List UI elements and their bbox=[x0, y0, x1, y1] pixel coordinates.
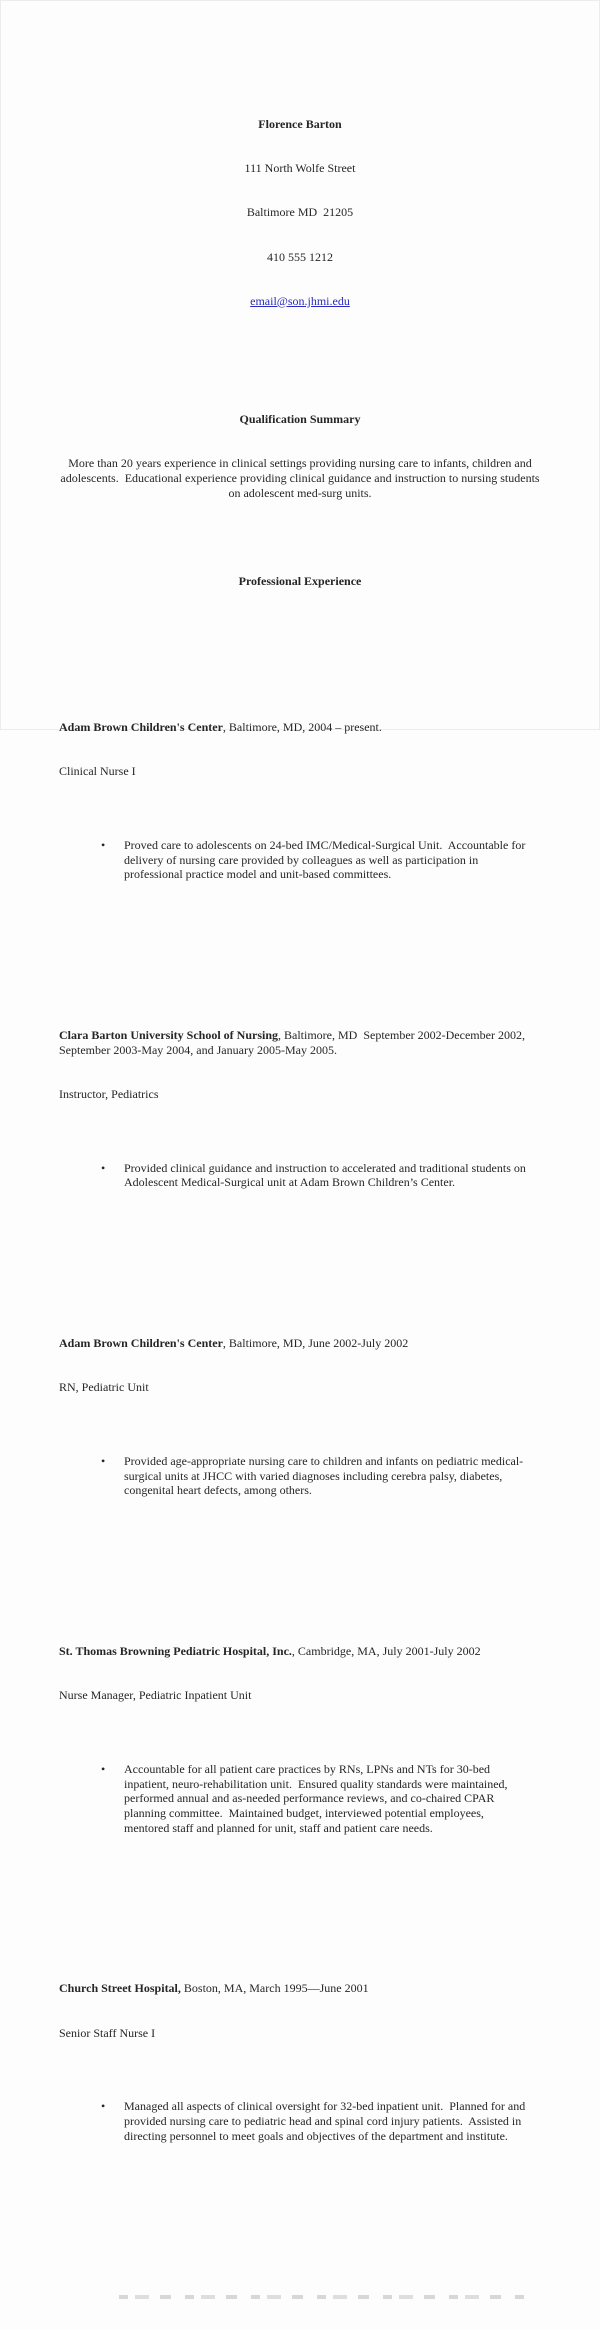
job-heading bbox=[59, 720, 541, 735]
job-bullets bbox=[59, 808, 541, 911]
job-title: RN, Pediatric Unit bbox=[59, 1380, 149, 1394]
job-location-dates: , Baltimore, MD, 2004 – present. bbox=[222, 719, 382, 734]
job-title: Senior Staff Nurse I bbox=[59, 2025, 156, 2040]
candidate-name: Florence Barton bbox=[258, 116, 342, 131]
job-heading bbox=[59, 1981, 541, 1996]
experience-section bbox=[59, 633, 541, 2247]
job-title: Clinical Nurse I bbox=[59, 764, 136, 778]
list-item bbox=[101, 2099, 541, 2143]
list-item bbox=[101, 1762, 541, 1836]
address-line-2: Baltimore MD 21205 bbox=[246, 205, 354, 220]
employer-name: St. Thomas Browning Pediatric Hospital, Inc. bbox=[59, 1643, 292, 1658]
qualification-summary-text: More than 20 years experience in clinical settings providing nursing care to infants, children and adolescents. Educational experience providing clinical guidance and instruction to nursing students on adolescent med-surg units. bbox=[60, 456, 543, 500]
clipped-text-line bbox=[119, 2295, 527, 2299]
job-title: Nurse Manager, Pediatric Inpatient Unit bbox=[59, 1688, 252, 1702]
job-bullets bbox=[59, 1424, 541, 1527]
job-location-dates: Boston, MA, March 1995—June 2001 bbox=[180, 1981, 369, 1996]
job-bullets bbox=[59, 2070, 541, 2173]
bullet-text: Managed all aspects of clinical oversight for 32-bed inpatient unit. Planned for and provided nursing care to pediatric head and spinal cord injury patients. Assisted in directing personnel to meet goals and objectives of the department and institute. bbox=[124, 2099, 529, 2143]
employer-name: Adam Brown Children's Center bbox=[59, 719, 223, 734]
professional-experience-title: Professional Experience bbox=[238, 574, 362, 588]
job-location-dates: , Baltimore, MD September 2002-December 2002, September 2003-May 2004, and January 2005-May 2005. bbox=[59, 1027, 528, 1057]
bullet-text: Accountable for all patient care practices by RNs, LPNs and NTs for 30-bed inpatient, neuro-rehabilitation unit. Ensured quality standards were maintained, performed annual and as-needed performance reviews, and co-chaired CPAR planning committee. Maintained budget, interviewed potential employees, mentored staff and planned for unit, staff and patient care needs. bbox=[124, 1761, 511, 1835]
job-heading bbox=[59, 1644, 541, 1659]
job-location-dates: , Baltimore, MD, June 2002-July 2002 bbox=[222, 1335, 409, 1350]
job-bullets bbox=[59, 1732, 541, 1865]
qualification-summary-section bbox=[59, 382, 541, 530]
address-line-1: 111 North Wolfe Street bbox=[244, 161, 356, 175]
bullet-icon: • bbox=[101, 1453, 106, 1468]
email-row bbox=[59, 294, 541, 309]
job-bullets bbox=[59, 1131, 541, 1220]
job-entry bbox=[59, 1952, 541, 2203]
employer-name: Clara Barton University School of Nursing bbox=[59, 1027, 278, 1042]
job-entry bbox=[59, 1306, 541, 1557]
job-entry bbox=[59, 690, 541, 941]
bullet-text: Provided clinical guidance and instruction to accelerated and traditional students on Adolescent Medical-Surgical unit at Adam Brown Children’s Center. bbox=[124, 1160, 529, 1190]
job-entry bbox=[59, 1614, 541, 1894]
list-item bbox=[101, 1161, 541, 1191]
phone-number: 410 555 1212 bbox=[267, 249, 333, 264]
email-link[interactable]: email@son.jhmi.edu bbox=[250, 293, 350, 308]
qualification-summary-title: Qualification Summary bbox=[239, 411, 361, 426]
job-heading bbox=[59, 1336, 541, 1351]
list-item bbox=[101, 1454, 541, 1498]
job-location-dates: , Cambridge, MA, July 2001-July 2002 bbox=[291, 1643, 481, 1658]
bullet-text: Proved care to adolescents on 24-bed IMC/Medical-Surgical Unit. Accountable for delivery of nursing care provided by colleagues as well as participation in professional practice model and unit-based committees. bbox=[124, 837, 529, 882]
job-heading bbox=[59, 1028, 541, 1058]
contact-header bbox=[59, 87, 541, 338]
bullet-icon: • bbox=[101, 2099, 106, 2114]
employer-name: Church Street Hospital, bbox=[59, 1981, 181, 1996]
bullet-icon: • bbox=[101, 837, 106, 852]
bullet-icon: • bbox=[101, 1761, 106, 1776]
bullet-icon: • bbox=[101, 1160, 106, 1175]
list-item bbox=[101, 838, 541, 882]
job-title: Instructor, Pediatrics bbox=[59, 1086, 159, 1101]
job-entry bbox=[59, 998, 541, 1249]
employer-name: Adam Brown Children's Center bbox=[59, 1335, 223, 1350]
bullet-text: Provided age-appropriate nursing care to children and infants on pediatric medical-surgical units at JHCC with varied diagnoses including cerebra palsy, diabetes, congenital heart defects, among others. bbox=[124, 1453, 524, 1498]
